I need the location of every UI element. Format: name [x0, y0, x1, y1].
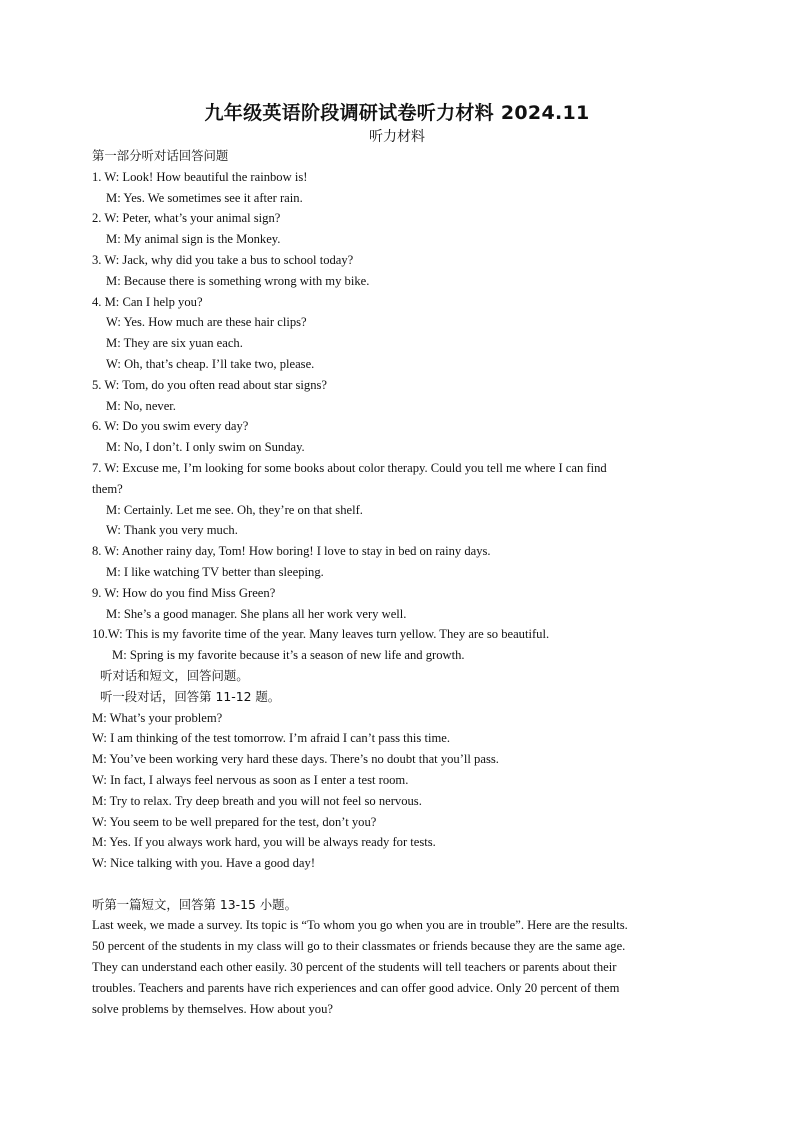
dialogue-line: W: Yes. How much are these hair clips? — [106, 315, 307, 330]
dialogue-line: 5. W: Tom, do you often read about star signs? — [92, 377, 327, 392]
dialogue-line: M: My animal sign is the Monkey. — [106, 232, 281, 247]
dialogue-line: W: You seem to be well prepared for the test, don’t you? — [92, 814, 377, 829]
dialogue-line: M: Certainly. Let me see. Oh, they’re on that shelf. — [106, 502, 363, 517]
dialogue-line: M: Yes. We sometimes see it after rain. — [106, 190, 303, 205]
dialogue-line: 2. W: Peter, what’s your animal sign? — [92, 211, 281, 226]
part2-heading: 听对话和短文，回答问题。 — [100, 667, 249, 683]
dialogue-line: W: In fact, I always feel nervous as soon as I enter a test room. — [92, 772, 409, 787]
passage-line: troubles. Teachers and parents have rich experiences and can offer good advice. Only 20 percent of them — [92, 980, 620, 995]
dialogue-line: W: Oh, that’s cheap. I’ll take two, please. — [106, 356, 315, 371]
dialogue-line: 8. W: Another rainy day, Tom! How boring! I love to stay in bed on rainy days. — [92, 544, 491, 559]
dialogue-line: M: I like watching TV better than sleeping. — [106, 564, 324, 579]
dialogue-line: W: Nice talking with you. Have a good day! — [92, 856, 316, 871]
part3-heading: 听第一篇短文，回答第 13-15 小题。 — [92, 896, 297, 912]
part1-heading: 第一部分听对话回答问题 — [92, 148, 229, 163]
dialogue-line: M: Try to relax. Try deep breath and you will not feel so nervous. — [92, 793, 422, 808]
page-subtitle: 听力材料 — [369, 129, 425, 145]
dialogue-line: 9. W: How do you find Miss Green? — [92, 585, 276, 600]
dialogue-line: W: I am thinking of the test tomorrow. I’m afraid I can’t pass this time. — [92, 731, 451, 746]
dialogue-line: them? — [92, 481, 123, 496]
passage-line: They can understand each other easily. 30 percent of the students will tell teachers or parents about their — [92, 960, 617, 975]
page-title: 九年级英语阶段调研试卷听力材料 2024.11 — [204, 102, 590, 124]
dialogue-line: 3. W: Jack, why did you take a bus to school today? — [92, 252, 354, 267]
dialogue-line: 10.W: This is my favorite time of the year. Many leaves turn yellow. They are so beautiful. — [92, 627, 550, 642]
dialogue-line: M: They are six yuan each. — [106, 336, 243, 351]
passage-line: solve problems by themselves. How about you? — [92, 1001, 333, 1016]
passage-line: 50 percent of the students in my class will go to their classmates or friends because they are the same age. — [92, 939, 626, 954]
dialogue-line: 4. M: Can I help you? — [92, 294, 203, 309]
dialogue-line: M: Yes. If you always work hard, you will be always ready for tests. — [92, 835, 436, 850]
dialogue-line: M: Spring is my favorite because it’s a season of new life and growth. — [112, 648, 465, 663]
dialogue-line: M: What’s your problem? — [92, 710, 223, 725]
dialogue-line: M: She’s a good manager. She plans all her work very well. — [106, 606, 407, 621]
dialogue-line: 1. W: Look! How beautiful the rainbow is! — [92, 169, 308, 184]
dialogue-line: M: You’ve been working very hard these days. There’s no doubt that you’ll pass. — [92, 752, 499, 767]
dialogue-line: 7. W: Excuse me, I’m looking for some books about color therapy. Could you tell me where I can find — [92, 460, 607, 475]
dialogue-line: 6. W: Do you swim every day? — [92, 419, 249, 434]
dialogue-line: M: No, never. — [106, 398, 176, 413]
spacer — [92, 874, 712, 895]
passage-line: Last week, we made a survey. Its topic is “To whom you go when you are in trouble”. Here are the results. — [92, 918, 628, 933]
part2-sub-heading: 听一段对话，回答第 11-12 题。 — [100, 688, 281, 704]
dialogue-line: W: Thank you very much. — [106, 523, 238, 538]
document-body — [92, 146, 712, 1019]
dialogue-line: M: Because there is something wrong with my bike. — [106, 273, 370, 288]
dialogue-line: M: No, I don’t. I only swim on Sunday. — [106, 440, 305, 455]
